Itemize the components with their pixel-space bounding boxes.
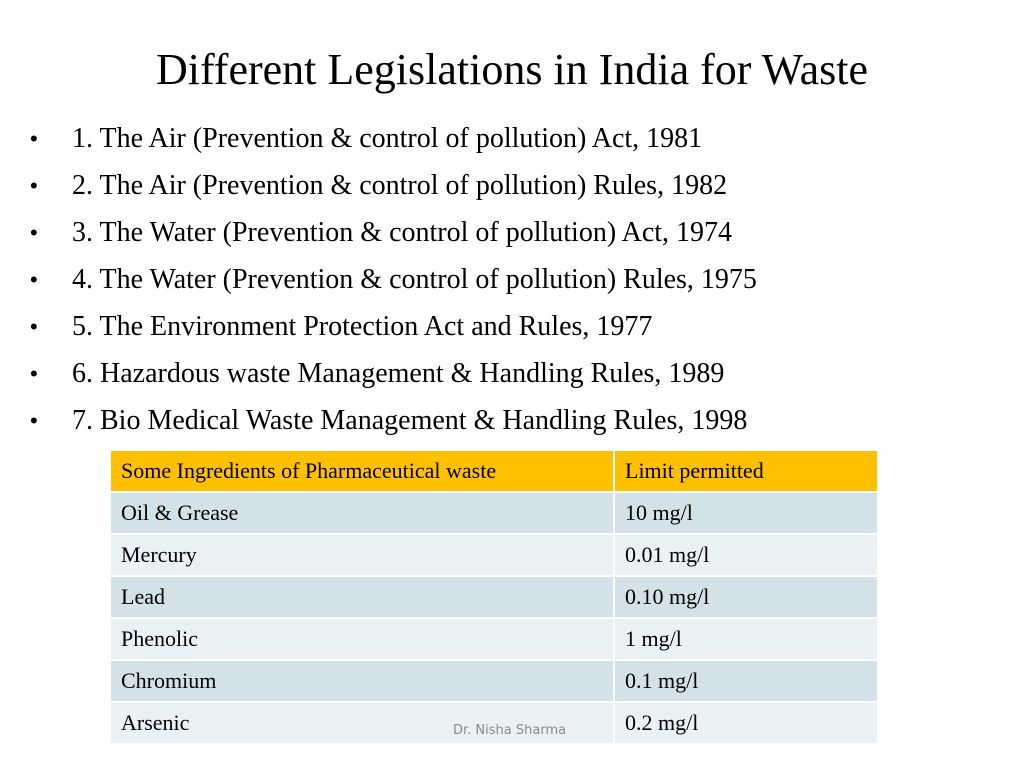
ingredient-cell: Lead [111,576,614,618]
table-row [111,534,878,576]
list-item [30,256,757,303]
bullet-icon: • [30,361,38,386]
legislation-list [30,115,757,444]
bullet-icon: • [30,314,38,339]
footer-author: Dr. Nisha Sharma [453,723,567,738]
list-item [30,350,757,397]
list-item-text: 5. The Environment Protection Act and Rules, 1977 [72,311,653,342]
list-item-text: 3. The Water (Prevention & control of pollution) Act, 1974 [72,217,733,248]
bullet-icon: • [30,173,38,198]
ingredient-cell: Mercury [111,534,614,576]
limit-cell: 0.01 mg/l [614,534,878,576]
bullet-icon: • [30,220,38,245]
slide-title: Different Legislations in India for Waste [155,45,869,94]
bullet-icon: • [30,267,38,292]
limit-cell: 0.10 mg/l [614,576,878,618]
column-header-limit: Limit permitted [614,451,878,492]
pharmaceutical-waste-table [111,451,879,745]
list-item [30,115,757,162]
ingredient-cell: Arsenic [111,702,614,744]
limit-cell: 0.2 mg/l [614,702,878,744]
column-header-ingredient: Some Ingredients of Pharmaceutical waste [111,451,614,492]
list-item [30,209,757,256]
table-row [111,660,878,702]
list-item-text: 1. The Air (Prevention & control of pollution) Act, 1981 [72,123,703,154]
list-item [30,397,757,444]
list-item-text: 7. Bio Medical Waste Management & Handling Rules, 1998 [72,405,748,436]
limit-cell: 1 mg/l [614,618,878,660]
bullet-icon: • [30,126,38,151]
ingredient-cell: Phenolic [111,618,614,660]
list-item-text: 2. The Air (Prevention & control of pollution) Rules, 1982 [72,170,728,201]
table-row [111,576,878,618]
table-header-row [111,451,878,492]
table-row [111,492,878,534]
table-row [111,618,878,660]
limit-cell: 0.1 mg/l [614,660,878,702]
list-item [30,303,757,350]
bullet-icon: • [30,408,38,433]
list-item-text: 4. The Water (Prevention & control of pollution) Rules, 1975 [72,264,757,295]
ingredient-cell: Chromium [111,660,614,702]
limit-cell: 10 mg/l [614,492,878,534]
list-item [30,162,757,209]
ingredient-cell: Oil & Grease [111,492,614,534]
list-item-text: 6. Hazardous waste Management & Handling Rules, 1989 [72,358,725,389]
